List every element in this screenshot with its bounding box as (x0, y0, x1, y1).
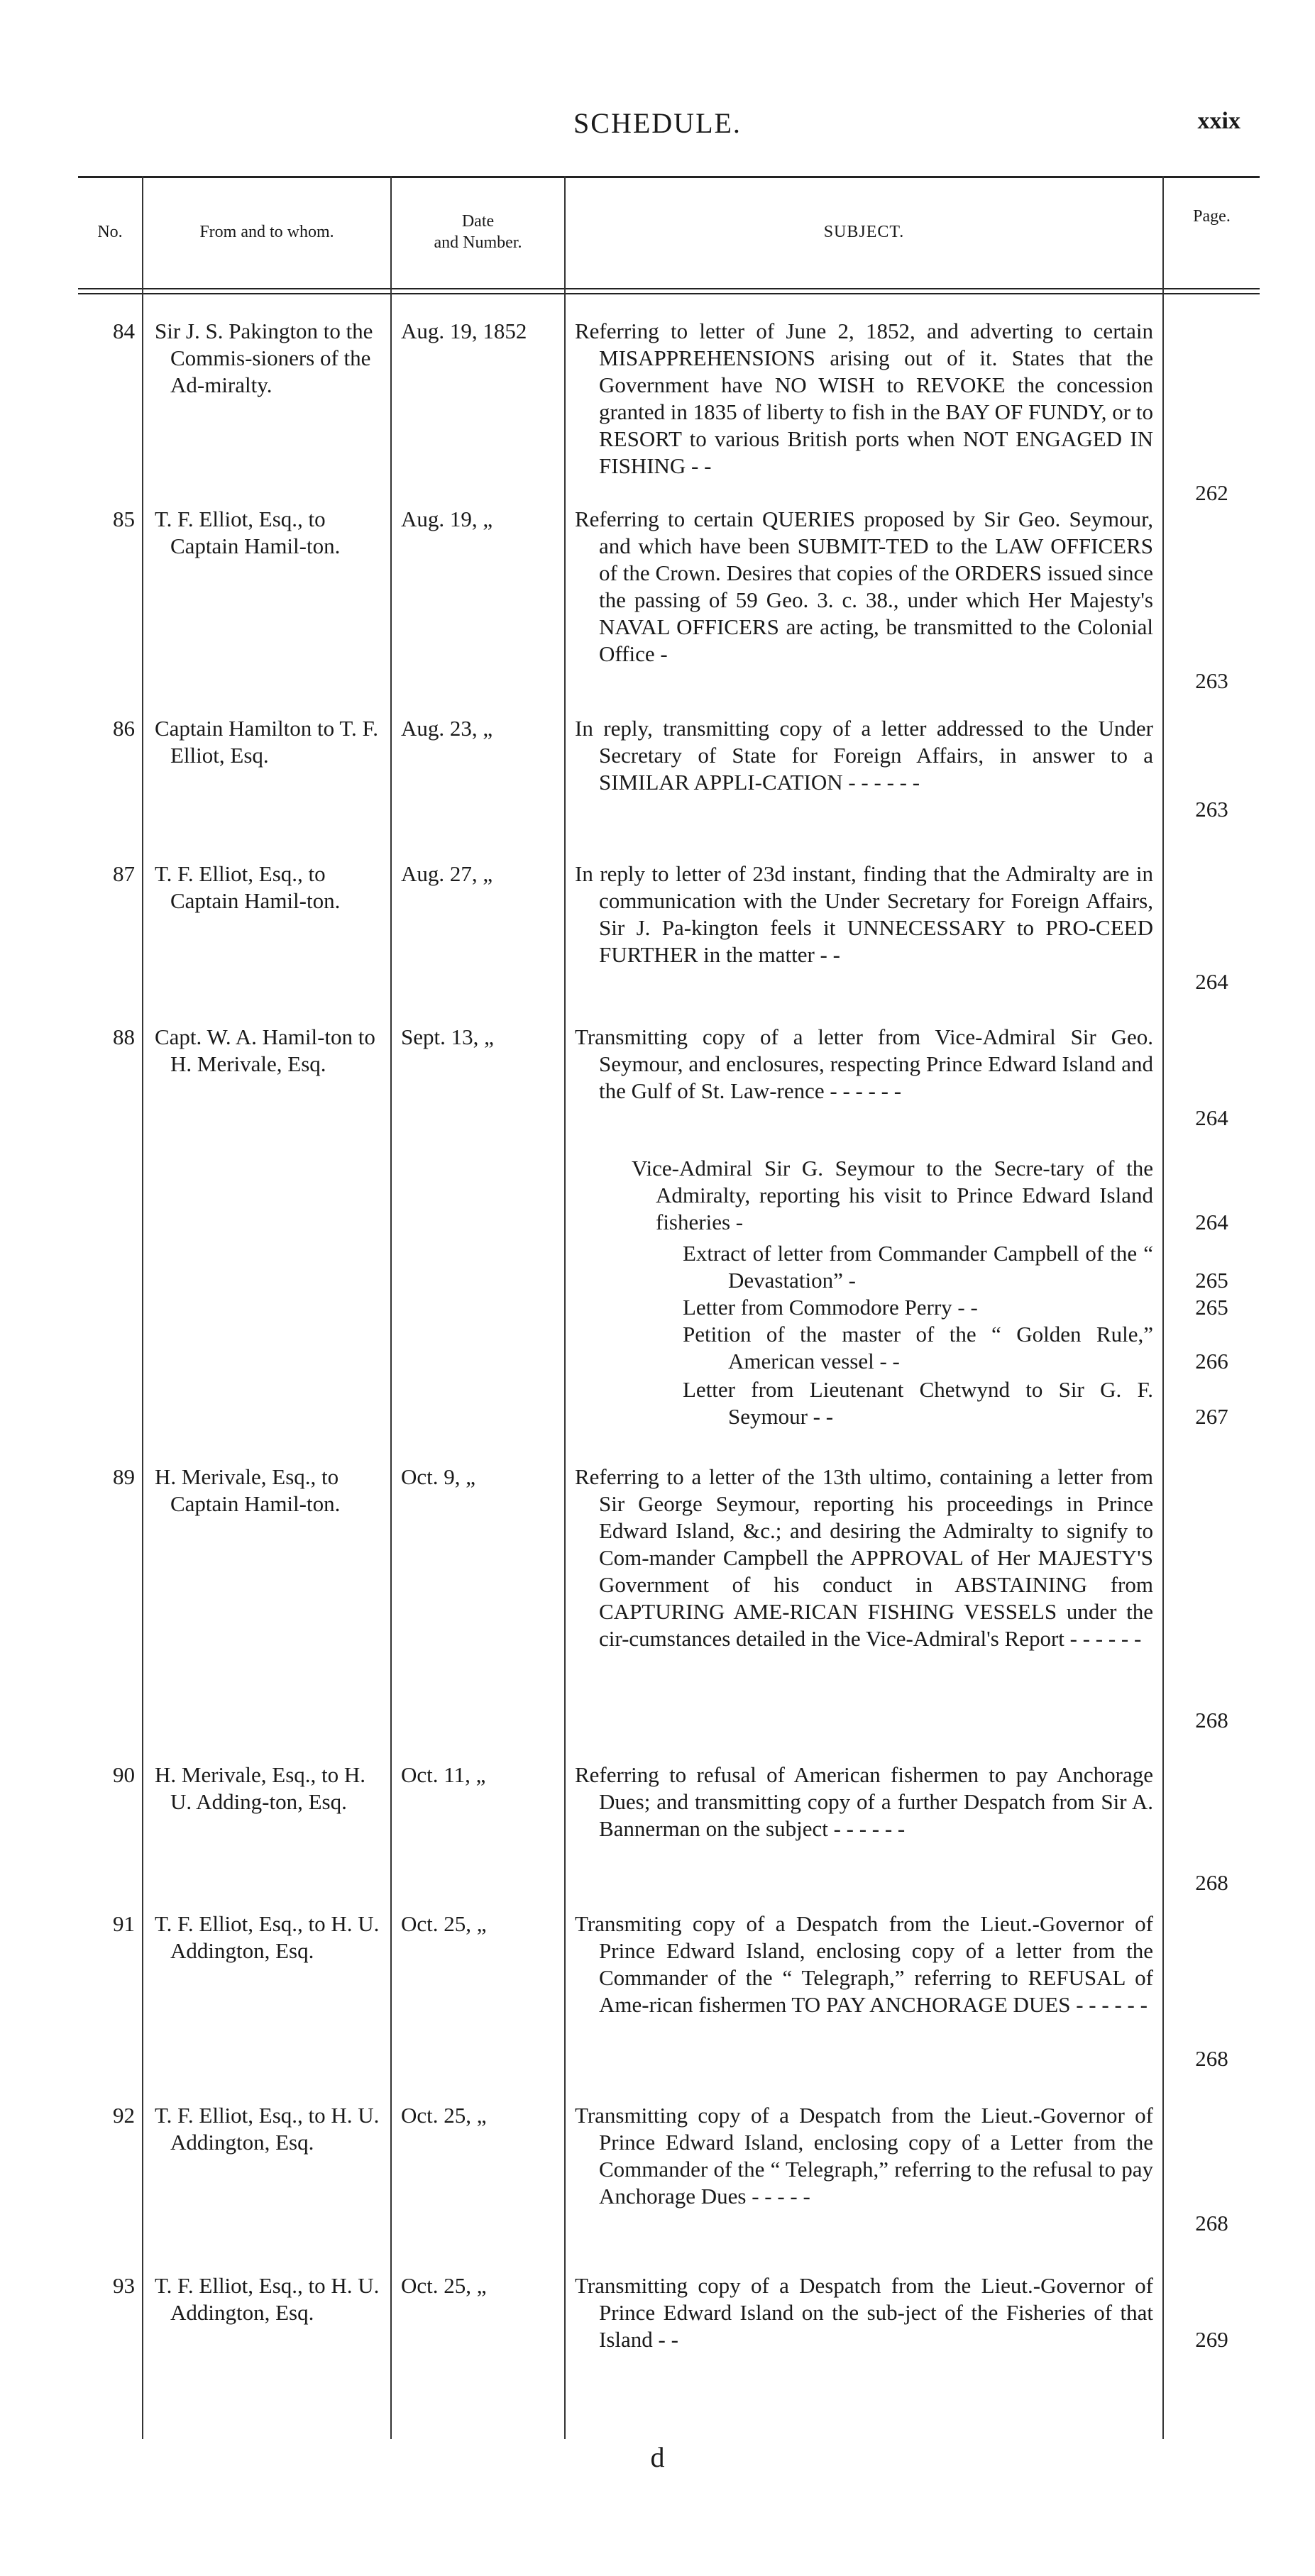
enclosure-page: 267 (1195, 1404, 1228, 1429)
entry-from: T. F. Elliot, Esq., to H. U. Addington, Esq. (155, 2103, 380, 2155)
page-number: xxix (1197, 108, 1240, 134)
entry-number: 93 (113, 2273, 135, 2298)
entry-page: 264 (1195, 969, 1228, 994)
entry-number: 87 (113, 861, 135, 886)
entry-from: Captain Hamilton to T. F. Elliot, Esq. (155, 716, 378, 768)
entry-date: Oct. 25, „ (401, 2103, 487, 2128)
entry-from: T. F. Elliot, Esq., to H. U. Addington, Esq. (155, 1911, 380, 1963)
entry-date: Aug. 27, „ (401, 861, 493, 886)
entry-page: 268 (1195, 2046, 1228, 2071)
entry-number: 85 (113, 507, 135, 531)
entry-date: Aug. 19, 1852 (401, 319, 527, 343)
table-row (78, 318, 1260, 506)
column-header-subject: SUBJECT. (823, 223, 905, 241)
column-header-date (392, 176, 564, 288)
enclosure-text: Letter from Commodore Perry - - (683, 1295, 978, 1320)
table-row (78, 2102, 1260, 2272)
enclosure-entry (683, 1294, 1153, 1321)
column-header-date-text: Date and Number. (434, 212, 522, 252)
entry-date: Oct. 25, „ (401, 2273, 487, 2298)
column-header-from: From and to whom. (199, 223, 334, 241)
entry-page: 269 (1195, 2327, 1228, 2352)
entry-subject: Referring to refusal of American fishermen to pay Anchorage Dues; and transmitting copy of a further Despatch from Sir A. Bannerman on the subject - - - - - - (575, 1762, 1153, 1841)
entry-from: T. F. Elliot, Esq., to H. U. Addington, Esq. (155, 2273, 380, 2325)
signature-mark: d (650, 2441, 665, 2473)
enclosure-page: 266 (1195, 1349, 1228, 1373)
page-title: SCHEDULE. (573, 107, 742, 139)
entry-date: Oct. 9, „ (401, 1464, 476, 1489)
entry-date: Aug. 23, „ (401, 716, 493, 741)
schedule-rows (78, 318, 1260, 2372)
table-row (78, 506, 1260, 715)
entry-number: 86 (113, 716, 135, 741)
entry-from: Capt. W. A. Hamil-ton to H. Merivale, Esq. (155, 1024, 375, 1076)
entry-from: T. F. Elliot, Esq., to Captain Hamil-ton. (155, 507, 341, 558)
entry-subject: Referring to a letter of the 13th ultimo, containing a letter from Sir George Seymour, reporting his proceedings in Prince Edward Island, &c.; and desiring the Admiralty to signify to Com-mander Campbell the APPROVAL of Her MAJESTY'S Government of his conduct in ABSTAINING from CAPTURING AME-RICAN FISHING VESSELS under the cir-cumstances detailed in the Vice-Admiral's Report - - - - - - (575, 1464, 1153, 1651)
enclosure-text: Petition of the master of the “ Golden Rule,” American vessel - - (683, 1322, 1153, 1373)
entry-page: 263 (1195, 668, 1228, 693)
table-row (78, 861, 1260, 1024)
table-row (78, 1024, 1260, 1464)
running-head (0, 106, 1315, 149)
table-row (78, 2272, 1260, 2372)
enclosure-text: Vice-Admiral Sir G. Seymour to the Secre-tary of the Admiralty, reporting his visit to Prince Edward Island fisheries - (632, 1156, 1153, 1234)
entry-date: Oct. 25, „ (401, 1911, 487, 1936)
entry-subject: In reply, transmitting copy of a letter addressed to the Under Secretary of State for Foreign Affairs, in answer to a SIMILAR APPLI-CATION - - - - - - (575, 716, 1153, 795)
enclosure-text: Extract of letter from Commander Campbell of the “ Devastation” - (683, 1241, 1153, 1293)
entry-date: Oct. 11, „ (401, 1762, 486, 1787)
column-header-no: No. (97, 223, 123, 241)
enclosure-entry (683, 1321, 1153, 1375)
entry-number: 84 (113, 319, 135, 343)
entry-page: 264 (1195, 1105, 1228, 1130)
entry-from: H. Merivale, Esq., to H. U. Adding-ton, Esq. (155, 1762, 366, 1814)
entry-from: T. F. Elliot, Esq., to Captain Hamil-ton. (155, 861, 341, 913)
enclosure-entry (683, 1240, 1153, 1294)
entry-subject: In reply to letter of 23d instant, finding that the Admiralty are in communication with the Under Secretary for Foreign Affairs, Sir J. Pa-kington feels it UNNECESSARY to PRO-CEED FURTHER in the matter - - (575, 861, 1153, 967)
table-row (78, 1762, 1260, 1911)
column-header-page: Page. (1193, 207, 1231, 226)
schedule-table (78, 176, 1260, 2439)
entry-subject: Referring to certain QUERIES proposed by Sir Geo. Seymour, and which have been SUBMIT-TED to the LAW OFFICERS of the Crown. Desires that copies of the ORDERS issued since the passing of 59 Geo. 3. c. 38., under which Her Majesty's NAVAL OFFICERS are acting, be transmitted to the Colonial Office - (575, 507, 1153, 666)
entry-page: 263 (1195, 797, 1228, 822)
entry-page: 262 (1195, 480, 1228, 505)
entry-number: 88 (113, 1024, 135, 1049)
entry-page: 268 (1195, 1870, 1228, 1895)
entry-page: 268 (1195, 1708, 1228, 1732)
entry-date: Aug. 19, „ (401, 507, 493, 531)
entry-date: Sept. 13, „ (401, 1024, 494, 1049)
header-rule (78, 288, 1260, 294)
entry-from: Sir J. S. Pakington to the Commis-sioners of the Ad-miralty. (155, 319, 373, 397)
entry-subject: Transmitting copy of a Despatch from the Lieut.-Governor of Prince Edward Island, enclosing copy of a Letter from the Commander of the “ Telegraph,” referring to the refusal to pay Anchorage Dues - - - - - (575, 2103, 1153, 2209)
table-row (78, 715, 1260, 861)
entry-number: 89 (113, 1464, 135, 1489)
entry-subject: Transmiting copy of a Despatch from the Lieut.-Governor of Prince Edward Island, enclosing copy of a letter from the Commander of the “ Telegraph,” referring to REFUSAL of Ame-rican fishermen TO PAY ANCHORAGE DUES - - - - - - (575, 1911, 1153, 2017)
enclosure-entry (683, 1376, 1153, 1430)
entry-from: H. Merivale, Esq., to Captain Hamil-ton. (155, 1464, 341, 1516)
enclosure-page: 265 (1195, 1268, 1228, 1293)
entry-subject: Referring to letter of June 2, 1852, and adverting to certain MISAPPREHENSIONS arising out of it. States that the Government have NO WISH to REVOKE the concession granted in 1835 of liberty to fish in the BAY OF FUNDY, or to RESORT to various British ports when NOT ENGAGED IN FISHING - - (575, 319, 1153, 478)
entry-number: 92 (113, 2103, 135, 2128)
entry-number: 91 (113, 1911, 135, 1936)
enclosure-entry (632, 1155, 1153, 1236)
enclosure-page: 264 (1195, 1210, 1228, 1234)
table-row (78, 1464, 1260, 1762)
enclosure-page: 265 (1195, 1295, 1228, 1320)
entry-subject: Transmitting copy of a Despatch from the Lieut.-Governor of Prince Edward Island on the sub-ject of the Fisheries of that Island - - (575, 2273, 1153, 2352)
entry-page: 268 (1195, 2211, 1228, 2235)
enclosure-text: Letter from Lieutenant Chetwynd to Sir G. F. Seymour - - (683, 1377, 1153, 1429)
entry-number: 90 (113, 1762, 135, 1787)
entry-subject: Transmitting copy of a letter from Vice-Admiral Sir Geo. Seymour, and enclosures, respecting Prince Edward Island and the Gulf of St. Law-rence - - - - - - (575, 1024, 1153, 1103)
table-row (78, 1911, 1260, 2102)
